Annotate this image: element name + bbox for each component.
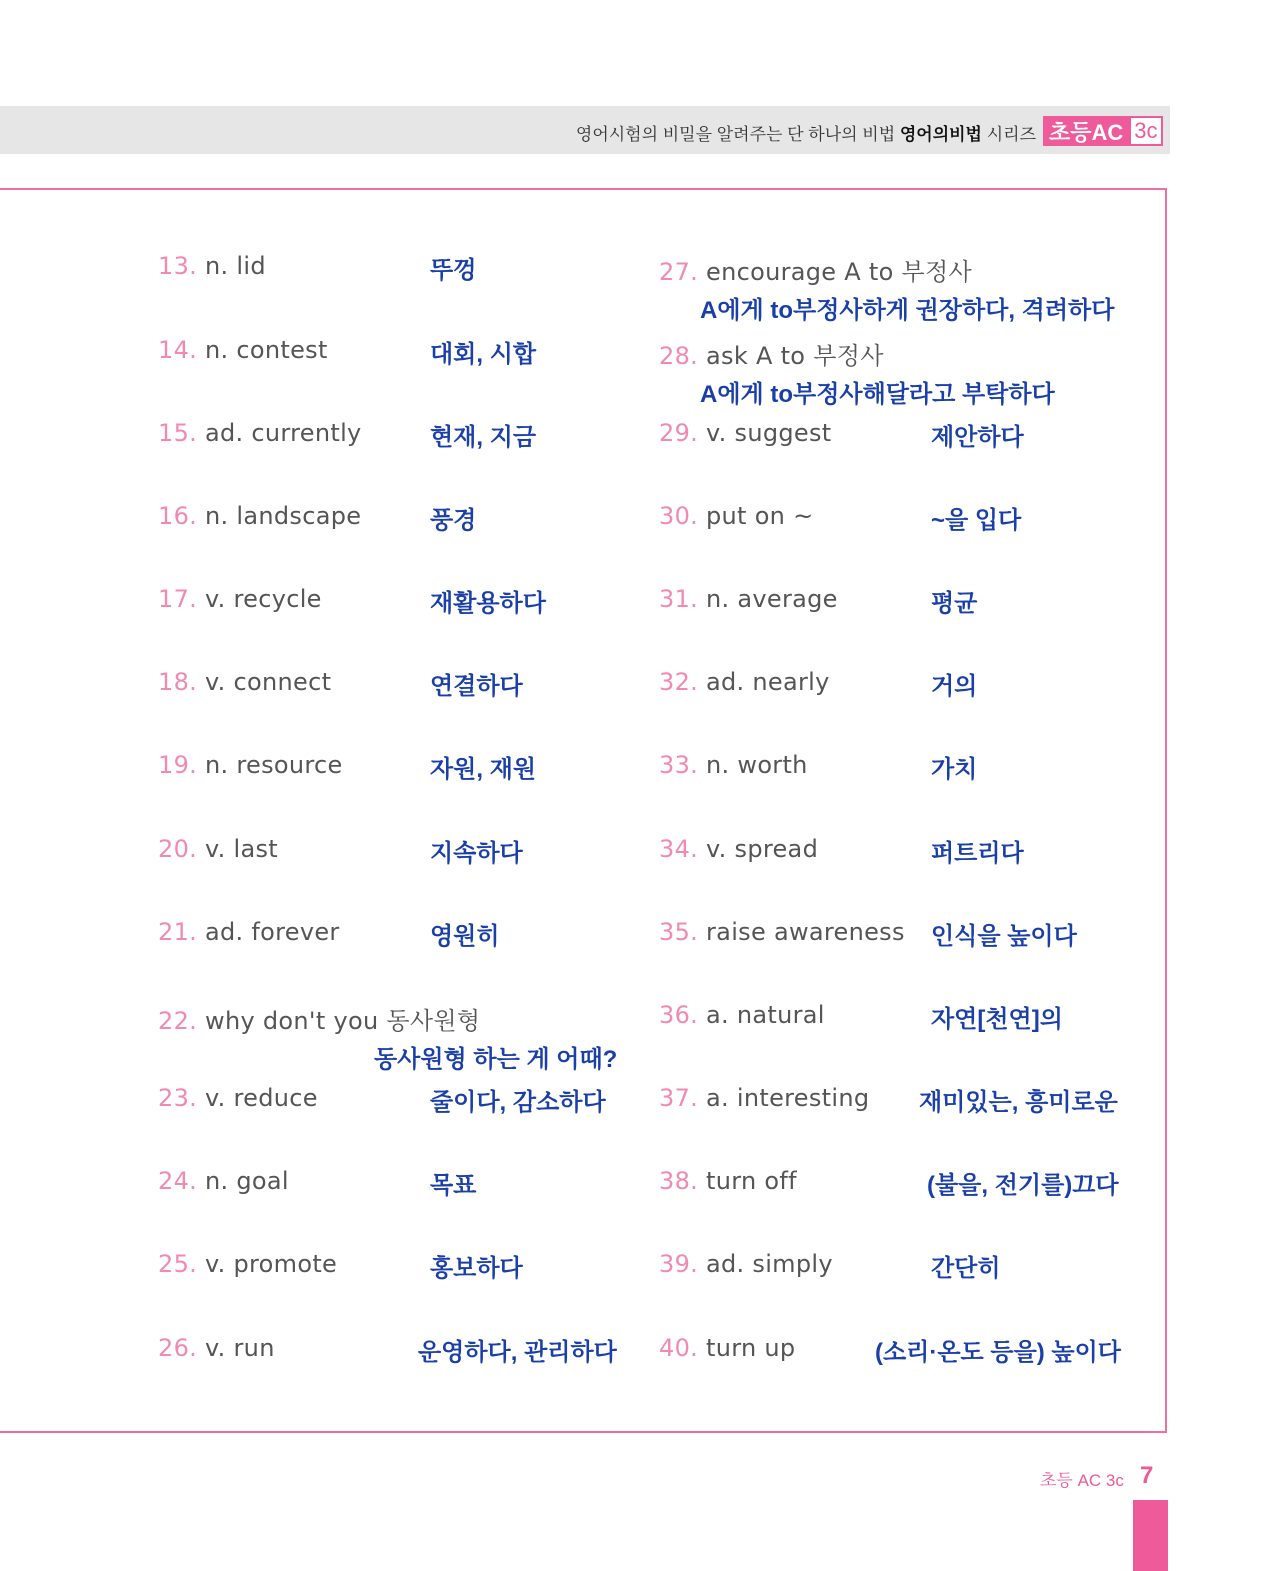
vocab-word: n. lid xyxy=(205,252,266,280)
vocab-term xyxy=(158,1167,289,1195)
vocab-number: 27. xyxy=(659,258,699,286)
vocab-number: 31. xyxy=(659,585,699,613)
vocab-term xyxy=(659,419,831,447)
vocab-word: v. suggest xyxy=(706,419,832,447)
series-intro: 영어시험의 비밀을 알려주는 단 하나의 비법 xyxy=(575,125,896,144)
vocab-meaning: 영원히 xyxy=(430,923,500,950)
series-suffix: 시리즈 xyxy=(986,125,1036,144)
vocab-meaning: ~을 입다 xyxy=(931,507,1022,534)
vocab-word: n. goal xyxy=(205,1167,289,1195)
vocab-term xyxy=(158,835,278,863)
vocab-term xyxy=(659,1001,825,1029)
vocab-meaning: A에게 to부정사하게 권장하다, 격려하다 xyxy=(700,297,1115,324)
vocab-meaning: 연결하다 xyxy=(430,673,523,700)
vocab-word: why don't you 동사원형 xyxy=(205,1007,481,1035)
vocab-number: 20. xyxy=(158,835,198,863)
vocab-number: 35. xyxy=(659,918,699,946)
vocab-term xyxy=(158,585,322,613)
vocab-term xyxy=(659,1334,795,1362)
vocab-word: ad. forever xyxy=(205,918,340,946)
vocab-word: raise awareness xyxy=(706,918,905,946)
vocab-term xyxy=(158,751,343,779)
page-number: 7 xyxy=(1140,1462,1154,1489)
vocab-number: 37. xyxy=(659,1084,699,1112)
vocab-word: n. average xyxy=(706,585,838,613)
vocab-meaning: 목표 xyxy=(430,1172,477,1199)
vocab-term xyxy=(659,918,905,946)
page-tab xyxy=(1133,1500,1168,1571)
vocab-number: 38. xyxy=(659,1167,699,1195)
vocab-word: n. contest xyxy=(205,336,328,364)
vocab-number: 32. xyxy=(659,668,699,696)
vocab-number: 33. xyxy=(659,751,699,779)
vocab-meaning: 대회, 시합 xyxy=(430,341,537,368)
series-badge xyxy=(1043,116,1163,146)
vocab-word: v. promote xyxy=(205,1250,338,1278)
vocab-term xyxy=(659,252,972,287)
vocab-number: 14. xyxy=(158,336,198,364)
vocab-number: 29. xyxy=(659,419,699,447)
vocab-term xyxy=(158,336,328,364)
vocab-word: v. last xyxy=(205,835,279,863)
vocab-number: 17. xyxy=(158,585,198,613)
vocab-meaning: 홍보하다 xyxy=(430,1255,523,1282)
vocab-word: ad. simply xyxy=(706,1250,833,1278)
vocab-word: ask A to 부정사 xyxy=(706,342,884,370)
vocab-meaning: 운영하다, 관리하다 xyxy=(418,1339,617,1366)
vocab-number: 26. xyxy=(158,1334,198,1362)
vocab-meaning: 간단히 xyxy=(931,1255,1001,1282)
vocab-meaning: 뚜껑 xyxy=(430,257,477,284)
vocab-term xyxy=(158,1084,318,1112)
vocab-meaning: 거의 xyxy=(931,673,978,700)
vocab-meaning: A에게 to부정사해달라고 부탁하다 xyxy=(700,381,1055,408)
vocab-number: 15. xyxy=(158,419,198,447)
vocab-word: ad. nearly xyxy=(706,668,830,696)
vocab-meaning: 현재, 지금 xyxy=(430,424,537,451)
series-tagline xyxy=(576,120,1036,145)
vocab-number: 13. xyxy=(158,252,198,280)
vocab-word: v. run xyxy=(205,1334,275,1362)
vocab-word: v. reduce xyxy=(205,1084,318,1112)
footer-label: 초등 AC 3c xyxy=(1040,1471,1124,1490)
vocab-term xyxy=(659,585,838,613)
vocab-term xyxy=(158,668,331,696)
vocab-word: n. resource xyxy=(205,751,343,779)
series-brand: 영어의비법 xyxy=(899,125,982,144)
vocab-meaning: 지속하다 xyxy=(430,840,523,867)
vocab-number: 18. xyxy=(158,668,198,696)
vocab-meaning: 평균 xyxy=(931,590,978,617)
vocab-term xyxy=(158,502,361,530)
vocab-word: n. landscape xyxy=(205,502,362,530)
vocab-word: encourage A to 부정사 xyxy=(706,258,973,286)
vocab-number: 36. xyxy=(659,1001,699,1029)
vocab-term xyxy=(659,502,814,530)
vocab-word: v. recycle xyxy=(205,585,322,613)
vocab-number: 16. xyxy=(158,502,198,530)
vocab-word: n. worth xyxy=(706,751,808,779)
vocab-meaning: 재활용하다 xyxy=(430,590,546,617)
vocab-number: 25. xyxy=(158,1250,198,1278)
vocab-word: turn up xyxy=(706,1334,796,1362)
vocab-number: 23. xyxy=(158,1084,198,1112)
vocab-number: 34. xyxy=(659,835,699,863)
vocab-meaning: 제안하다 xyxy=(931,424,1024,451)
vocab-meaning: 줄이다, 감소하다 xyxy=(430,1089,606,1116)
vocab-number: 28. xyxy=(659,342,699,370)
vocab-term xyxy=(158,1250,337,1278)
badge-main: 초등AC xyxy=(1043,116,1129,146)
vocab-term xyxy=(158,419,362,447)
vocab-number: 40. xyxy=(659,1334,699,1362)
vocab-word: ad. currently xyxy=(205,419,362,447)
vocab-word: a. natural xyxy=(706,1001,825,1029)
vocab-meaning: 재미있는, 흥미로운 xyxy=(919,1089,1118,1116)
vocab-meaning: 자원, 재원 xyxy=(430,756,537,783)
vocab-word: a. interesting xyxy=(706,1084,870,1112)
vocab-term xyxy=(659,668,830,696)
vocab-term xyxy=(158,918,340,946)
vocab-term xyxy=(659,835,818,863)
vocab-term xyxy=(659,336,884,371)
vocab-word: v. spread xyxy=(706,835,819,863)
vocab-number: 19. xyxy=(158,751,198,779)
vocab-meaning: 가치 xyxy=(931,756,978,783)
vocab-meaning: 자연[천연]의 xyxy=(931,1006,1063,1033)
vocab-word: v. connect xyxy=(205,668,332,696)
vocab-term xyxy=(158,1001,480,1036)
vocab-term xyxy=(158,252,266,280)
badge-level: 3c xyxy=(1129,116,1162,146)
vocab-meaning: (불을, 전기를)끄다 xyxy=(927,1172,1119,1199)
vocab-term xyxy=(659,1084,869,1112)
vocab-number: 22. xyxy=(158,1007,198,1035)
vocab-term xyxy=(659,1250,833,1278)
vocab-number: 21. xyxy=(158,918,198,946)
vocab-term xyxy=(659,1167,797,1195)
vocab-word: put on ~ xyxy=(706,502,814,530)
vocab-term xyxy=(659,751,808,779)
vocab-meaning: 풍경 xyxy=(430,507,477,534)
vocab-meaning: 동사원형 하는 게 어때? xyxy=(374,1046,618,1073)
vocab-number: 24. xyxy=(158,1167,198,1195)
vocab-meaning: (소리·온도 등을) 높이다 xyxy=(875,1339,1121,1366)
vocab-term xyxy=(158,1334,275,1362)
vocab-meaning: 인식을 높이다 xyxy=(931,923,1077,950)
vocab-number: 30. xyxy=(659,502,699,530)
vocab-number: 39. xyxy=(659,1250,699,1278)
vocab-word: turn off xyxy=(706,1167,797,1195)
vocab-meaning: 퍼트리다 xyxy=(931,840,1024,867)
